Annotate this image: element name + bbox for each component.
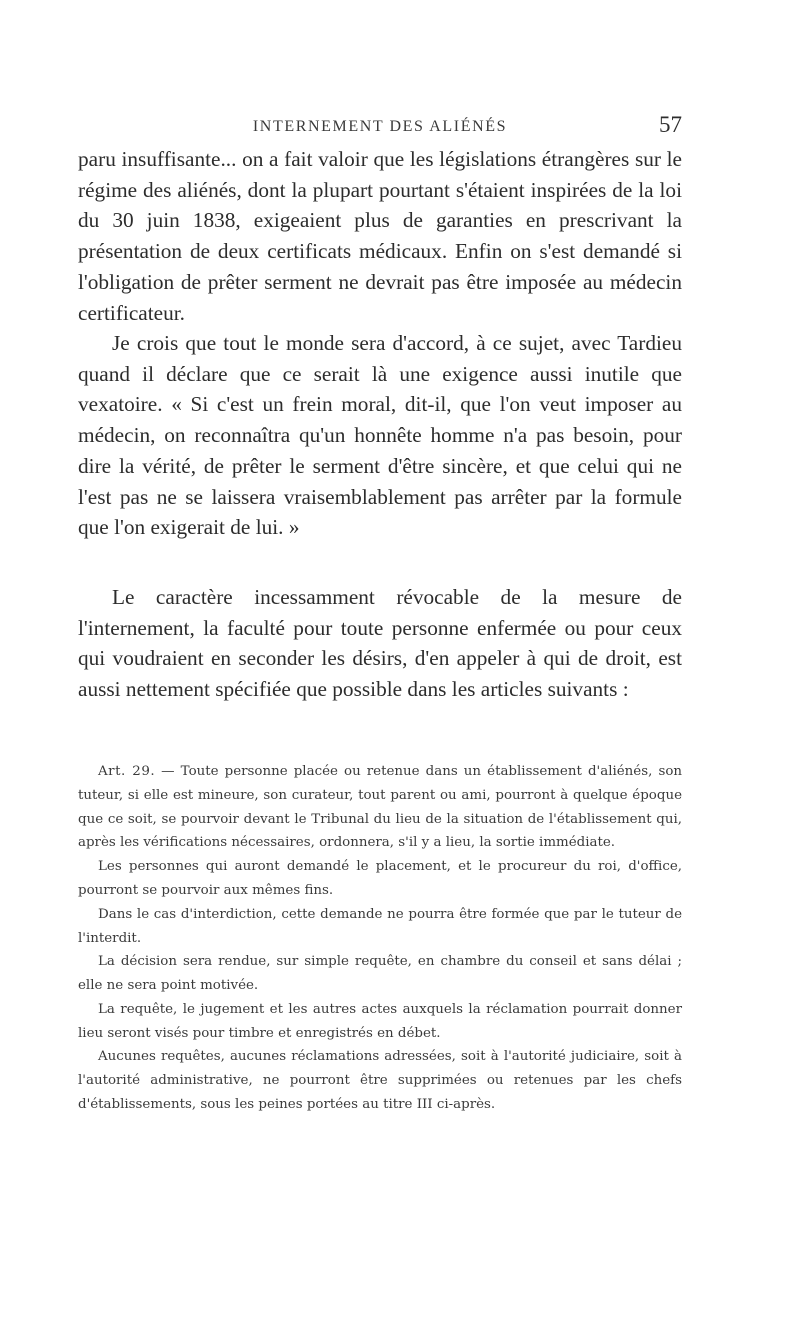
running-title: INTERNEMENT DES ALIÉNÉS — [252, 118, 508, 135]
page-number: 57 — [659, 112, 682, 137]
article-29-paragraph — [78, 760, 682, 855]
running-head — [78, 112, 682, 142]
article-paragraph-petitioners: Les personnes qui auront demandé le placement, et le procureur du roi, d'office, pourront se pourvoir aux mêmes fins. — [78, 859, 682, 898]
article-dash: — — [155, 764, 181, 779]
paragraph-tardieu-quote: Je crois que tout le monde sera d'accord, à ce sujet, avec Tardieu quand il déclare que ce serait là une exigence aussi inutile que vexatoire. « Si c'est un frein moral, dit-il, que l'on veut imposer au médecin, on reconnaîtra qu'un honnête homme n'a pas besoin, pour dire la vérité, de prêter le serment d'être sincère, et que celui qui ne l'est pas ne se laissera vraisemblablement pas arrêter par la formule que l'on exigerait de lui. » — [78, 331, 682, 540]
article-paragraph-requests: Aucunes requêtes, aucunes réclamations adressées, soit à l'autorité judiciaire, soit à l'autorité administrative, ne pourront être supprimées ou retenues par les chefs d'établissements, sous les peines portées au titre III ci-après. — [78, 1049, 682, 1112]
article-label: Art. 29. — [98, 764, 156, 779]
article-paragraph-decision: La décision sera rendue, sur simple requête, en chambre du conseil et sans délai ; elle ne sera point motivée. — [78, 954, 682, 993]
paragraph-continued: paru insuffisante... on a fait valoir que les législations étrangères sur le régime des aliénés, dont la plupart pourtant s'étaient inspirées de la loi du 30 juin 1838, exigeaient plus de garanties en prescrivant la présentation de deux certificats médicaux. Enfin on s'est demandé si l'obligation de prêter serment ne devrait pas être imposée au médecin certificateur. — [78, 147, 682, 325]
article-paragraph-interdiction: Dans le cas d'interdiction, cette demande ne pourra être formée que par le tuteur de l'interdit. — [78, 907, 682, 946]
article-text: Toute personne placée ou retenue dans un établissement d'aliénés, son tuteur, si elle est mineure, son curateur, tout parent ou ami, pourront à quelque époque que ce soit, se pourvoir devant le Tribunal du lieu de la situation de l'établissement qui, après les vérifications nécessaires, ordonnera, s'il y a lieu, la sortie immédiate. — [78, 764, 683, 851]
paragraph-revocable-internment: Le caractère incessamment révocable de la mesure de l'internement, la faculté pour toute personne enfermée ou pour ceux qui voudraient en seconder les désirs, d'en appeler à qui de droit, est aussi nettement spécifiée que possible dans les articles suivants : — [78, 585, 682, 702]
article-paragraph-stamp-duty: La requête, le jugement et les autres actes auxquels la réclamation pourrait donner lieu seront visés pour timbre et enregistrés en débet. — [78, 1002, 682, 1041]
